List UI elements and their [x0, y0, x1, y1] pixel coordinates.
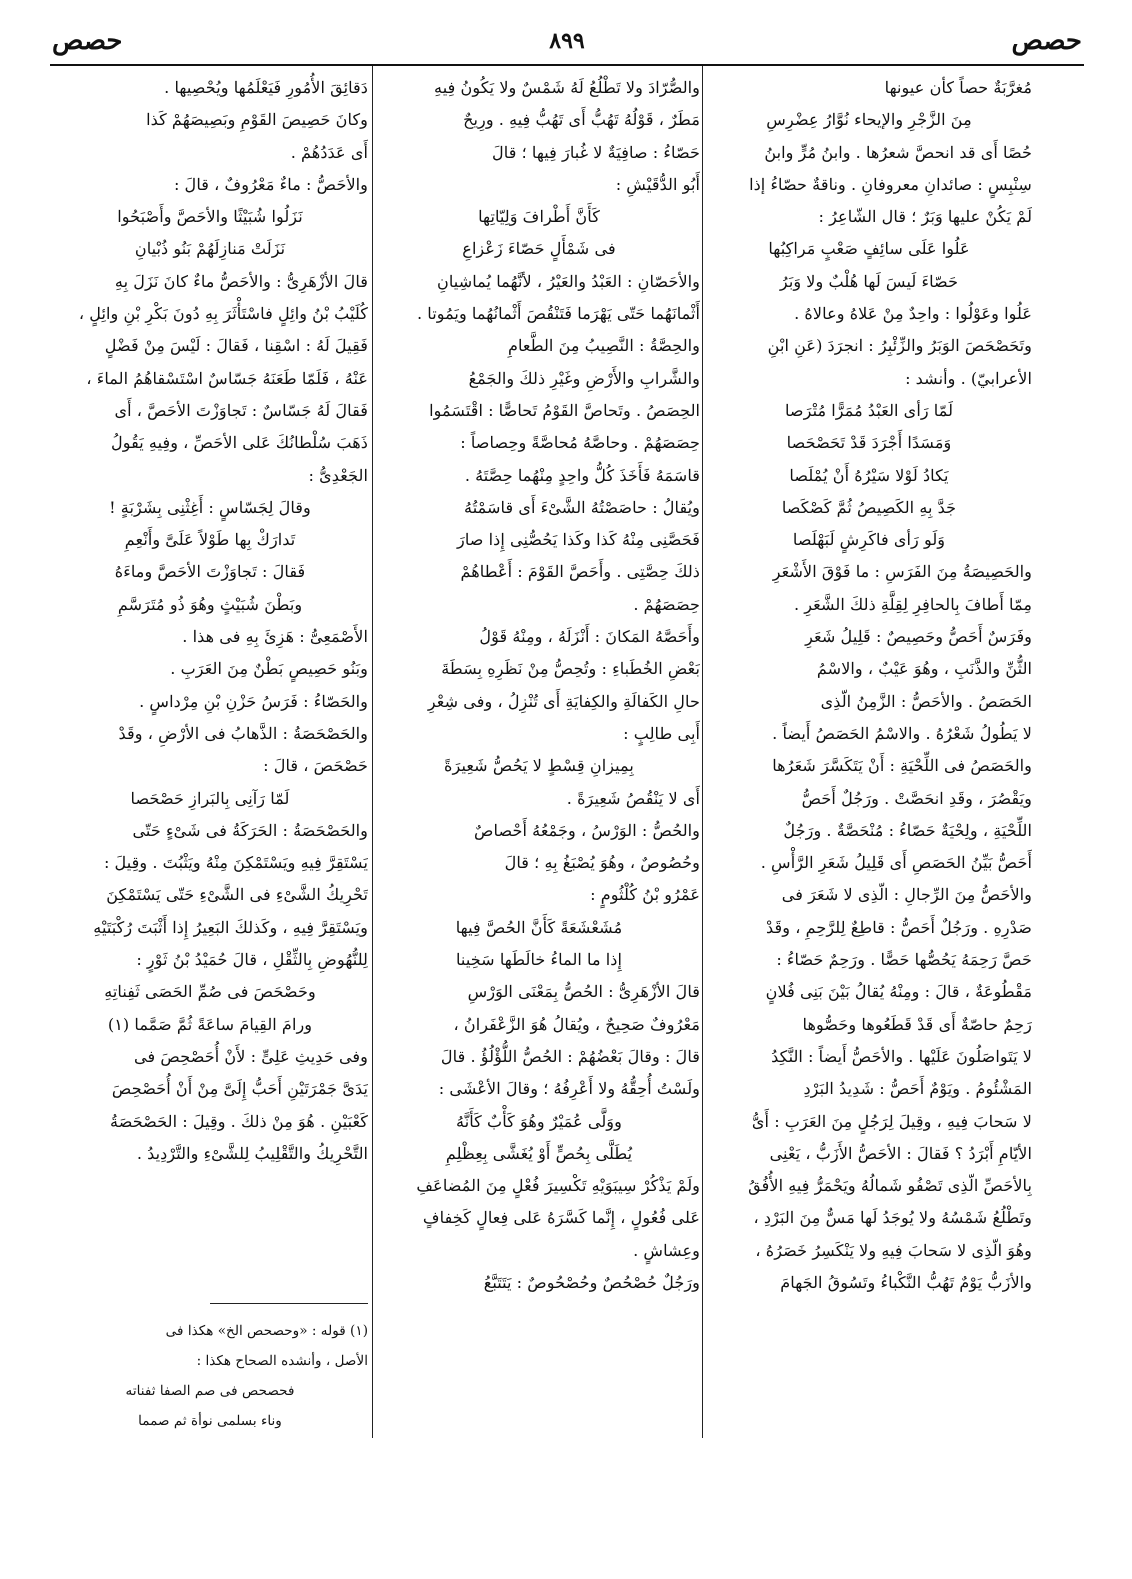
text-line: أَى عَدَدُهُمْ . [290, 142, 368, 162]
verse-line: وبَطْنَ شُبَيْثٍ وهُوَ ذُو مُتَرَسَّمِ [117, 594, 303, 614]
text-line: مَعْرُوفٌ صَحِيحٌ ، ويُقالُ هُوَ الزَّعْفَرانُ ، [453, 1014, 700, 1034]
text-line: كَعْبَيْنِ . هُوَ مِنْ ذلكَ . وقِيلَ : الحَصْحَصَةُ [110, 1111, 368, 1131]
verse-line: ووَلَّى عُمَيْرٌ وهُوَ كَأْبٌ كَأَنَّهُ [456, 1111, 622, 1131]
text-line: وفى حَدِيثِ عَلِىٍّ : لأَنْ أُحَصْحِصَ فى [134, 1046, 368, 1066]
text-line: وهُوَ الّذِى لا سَحابَ فِيهِ ولا يَنْكَسِرُ خَصَرُهُ ، [755, 1240, 1032, 1260]
text-line: والأزَبُّ يَوْمٌ تَهُبُّ النَّكْباءُ وتَسُوقُ الجَهامَ [780, 1272, 1032, 1292]
verse-line: لَمّا رَآنِى بِالبَرازِ حَصْحَصا [130, 788, 290, 808]
text-line: ولَمْ يَذْكُرْ سِيبَوَيْهِ تَكْسِيرَ فُعْلٍ مِنَ المُضاعَفِ [416, 1176, 700, 1196]
text-line: لا يَطُولُ شَعْرُهُ . والاسْمُ الحَصَصُ أَيضاً . [772, 723, 1032, 743]
text-line: والحَصّاءُ : فَرَسُ حَزْنِ بْنِ مِرْداسٍ . [139, 691, 368, 711]
text-line: لا سَحابَ فِيهِ ، وقِيلَ لِرَجُلٍ مِنَ العَرَبِ : أَىُّ [751, 1111, 1032, 1131]
footnote-verse: فحصحص فى صم الصفا ثفناته [125, 1383, 295, 1399]
text-line: الحَصَصُ . والأحَصُّ : الزَّمِنُ الّذِى [820, 691, 1032, 711]
verse-line: ورامَ القِيامَ ساعَةً ثُمَّ صَمَّما (١) [107, 1014, 313, 1034]
text-line: والحُصُّ : الوَرْسُ ، وجَمْعُهُ أَحْصاصٌ [473, 820, 700, 840]
verse-line: جَدَّ بِهِ الكَصِيصُ ثُمَّ كَصْكَصا [781, 497, 957, 517]
text-line: ذَهَبَ سُلْطانُكَ عَلى الأحَصِّ ، وفِيهِ يَقُولُ [110, 433, 368, 453]
column-right [706, 72, 1032, 1432]
text-line: والأحَصُّ مِنَ الرِّجالِ : الّذِى لا شَعَرَ فى [781, 885, 1032, 905]
text-line: فَقالَ لَهُ جَسّاسٌ : تَجاوَزْتَ الأحَصَّ ، أَى [114, 400, 368, 420]
verse-line: عَلُوا عَلَى سائِفٍ صَعْبٍ مَراكِبُها [768, 239, 970, 259]
text-line: وكانَ حَصِيصَ القَوْمِ وبَصِيصَهُمْ كَذا [146, 110, 368, 130]
text-line: ويُقالُ : حاصَصْتُهُ الشَّىْءَ أَى قاسَمْتُهُ [464, 497, 700, 517]
verse-line: يُطَلَّى بِحُصٍّ أَوْ يُغَشَّى بِعِظْلِمِ [445, 1143, 633, 1163]
text-line: قالَ الأزْهَرِىُّ : الحُصُّ بِمَعْنَى الوَرْسِ [467, 982, 700, 1002]
text-line: حِصَصَهُمْ . وحاصَّهُ مُحاصَّةً وحِصاصاً : [460, 433, 700, 453]
verse-line: فى شَمْأَلٍ حَصّاءَ زَعْزاعِ [462, 239, 616, 259]
verse-line: فَقالَ : تَجاوَزْتَ الأحَصَّ وماءَهُ [114, 562, 306, 582]
text-line: اللِّحْيَةِ ، ولِحْيَةٌ حَصّاءُ : مُنْحَصَّةٌ . ورَجُلٌ [783, 820, 1032, 840]
text-line: تَحْرِيكُ الشَّىْءِ فى الشَّىْءِ حَتّى يَسْتَمْكِنَ [106, 885, 368, 905]
text-line: عَمْرُو بْنُ كُلْثُومٍ : [590, 885, 700, 905]
text-line: يَسْتَقِرَّ فِيهِ ويَسْتَمْكِنَ مِنْهُ ويَثْبُتَ . وقِيلَ : [103, 853, 368, 873]
text-line: وأَحَصَّهُ المَكانَ : أَنْزَلَهُ ، ومِنْهُ قَوْلُ [479, 627, 700, 647]
text-line: والحِصَّةُ : النَّصِيبُ مِنَ الطَّعامِ [507, 336, 700, 356]
text-line: حُصًا أَى قد انحصَّ شعرُها . وابنُ مُرٍّ وابنُ [764, 142, 1032, 162]
text-line: قالَ الأزْهَرِىُّ : والأحَصُّ ماءٌ كانَ نَزَلَ بِهِ [114, 271, 368, 291]
running-headword-left: حصص [52, 26, 123, 56]
text-line: قالَ : وقالَ بَعْضُهُمْ : الحُصُّ اللُّؤْلُؤُ . قالَ [440, 1046, 700, 1066]
text-line: الثُّنِّ والذَّنَبِ ، وهُوَ عَيْبٌ ، والاسْمُ [816, 659, 1032, 679]
text-line: حَصّاءُ : صافِيَةٌ لا غُبارَ فِيها ؛ قالَ [492, 142, 700, 162]
text-line: مَقْطُوعَةٌ ، قالَ : ومِنْهُ يُقالُ بَيْنَ بَنِى فُلانٍ [765, 982, 1032, 1002]
text-line: كُلَيْبُ بْنُ وائِلٍ فاسْتَأْثَرَ بِهِ دُونَ بَكْرِ بْنِ وائِلٍ ، [78, 304, 368, 324]
text-line: عَلى فُعُولٍ ، إِنَّما كَسَّرَهُ عَلى فِعالٍ كَخِفافٍ [422, 1208, 700, 1228]
text-line: مُغرَّبَةٌ حصاً كأن عيونها [884, 78, 1032, 97]
text-line: وحُصُوصٌ ، وهُوَ يُصْبَغُ بِهِ ؛ قالَ [504, 853, 700, 873]
text-line: عَلُوا وعَوْلُوا : واحِدٌ مِنْ عَلاهُ وعالاهُ . [794, 304, 1032, 324]
column-divider-right [702, 66, 703, 1438]
text-line: لَمْ يَكُنْ عليها وَبَرٌ ؛ قال الشّاعِرُ : [818, 207, 1032, 227]
text-line: لِلنُّهُوضِ بِالثِّقْلِ ، قالَ حُمَيْدُ بْنُ ثَوْرٍ : [136, 950, 368, 970]
text-line: مِمّا أَطافَ بِالحافِرِ لِقِلَّةِ ذلكَ الشَّعَرِ . [793, 594, 1032, 614]
text-line: وعِشاشٍ . [633, 1240, 700, 1260]
text-line: أَحَصُّ بَيِّنُ الحَصَصِ أَى قَلِيلُ شَعَرِ الرَّأْسِ . [760, 853, 1032, 873]
verse-line: تَدارَكْ بِها طَوْلاً عَلَىَّ وأَنْعِمِ [124, 530, 296, 550]
text-line: لا يَتَواصَلُونَ عَلَيْها . والأحَصُّ أَيضاً : النَّكِدُ [771, 1046, 1032, 1066]
text-line: والأحَصُّ : ماءٌ مَعْرُوفٌ ، قالَ : [173, 174, 368, 194]
text-line: الحِصَصُ . وتَحاصَّ القَوْمُ تَحاصًّا : اقْتَسَمُوا [429, 400, 700, 420]
column-middle [378, 72, 700, 1440]
text-line: أَثْمانَهُما حَتّى يَهْرَما فَتَنْقُصَ أَثْمانُهُما ويَمُوتا . [416, 304, 700, 324]
text-line: قاسَمَهُ فَأَخَذَ كُلُّ واحِدٍ مِنْهُما حِصَّتَهُ . [464, 465, 700, 485]
footnote-rule [210, 1303, 368, 1304]
text-line: أَى لا يَنْقُصُ شَعِيرَةً . [566, 788, 700, 808]
text-line: فَقِيلَ لَهُ : اسْقِنا ، فَقالَ : لَيْسَ مِنْ فَضْلٍ [104, 336, 368, 356]
verse-line: وَمَسَدًا أَجْرَدَ قَدْ تَحَصْحَصا [786, 433, 952, 453]
text-line: ويَقْصُرَ ، وقَدِ انحَصَّتْ . ورَجُلٌ أَحَصُّ [801, 788, 1032, 808]
text-line: ذلكَ حِصَّتِى . وأَحَصَّ القَوْمَ : أَعْطاهُمْ [460, 562, 700, 582]
text-line: الأيّامِ أَبْرَدُ ؟ فَقالَ : الأحَصُّ الأَزَبُّ ، يَعْنِى [769, 1143, 1032, 1163]
text-line: حَصَّ رَحِمَهُ يَحُصُّها حَصًّا . ورَحِمٌ حَصّاءُ : [776, 950, 1032, 970]
text-line: حِصَصَهُمْ . [633, 594, 700, 614]
page-number: ٨٩٩ [549, 28, 585, 54]
text-line: والحَصَصُ فى اللِّحْيَةِ : أَنْ يَتَكَسَّرَ شَعَرُها [772, 756, 1032, 776]
text-line: وتَحَصْحَصَ الوَبَرُ والزِّئْبِرُ : انجرَدَ (عَنِ ابْنِ [767, 336, 1032, 356]
page-header [52, 26, 1082, 62]
verse-line: وَلَو رَأى فاكَرِشٍ لَبَهْلَصا [792, 530, 946, 550]
verse-line: وقالَ لِجَسّاسٍ : أَغِثْنِى بِشَرْبَةٍ ! [109, 497, 311, 517]
text-line: مَطَرٌ ، قَوْلُهُ تَهُبُّ أَى تَهُبُّ فِيهِ . ورِيحٌ [463, 110, 700, 130]
text-line: وفَرَسٌ أَحَصُّ وحَصِيصٌ : قَلِيلُ شَعَرِ [805, 627, 1032, 647]
text-line: ولَسْتُ أُحِقُّهُ ولا أَعْرِفُهُ ؛ وقالَ الأعْشَى : [438, 1079, 700, 1099]
text-line: حالِ الكَفالَةِ والكِفايَةِ أَى تُنْزِلُ ، وفى شِعْرِ [427, 691, 700, 711]
text-line: أَبِى طالِبٍ : [623, 723, 700, 743]
verse-line: لَمّا رَأى العَبْدُ مُمَرًّا مُتْرَصا [784, 400, 954, 420]
footnote-verse: وناء بسلمى نوأة ثم صمما [138, 1413, 282, 1429]
text-line: صَدْرِهِ . ورَجُلٌ أَحَصُّ : قاطِعٌ لِلرَّحِمِ ، وقَدْ [766, 917, 1032, 937]
text-line: ورَجُلٌ حُصْحُصٌ وحُصْحُوصٌ : يَتَتَبَّعُ [483, 1272, 700, 1292]
text-line: الأَصْمَعِىُّ : هَزِئَ بِهِ فى هذا . [182, 627, 368, 647]
text-line: حَصْحَصَ ، قالَ : [263, 756, 368, 776]
text-line: والحَصْحَصَةُ : الحَرَكَةُ فى شَىْءٍ حَتّى [132, 820, 368, 840]
text-line: التَّحْرِيكُ والتَّقْلِيبُ لِلشَّىْءِ والتَّرْدِيدُ . [136, 1143, 368, 1163]
header-rule [50, 64, 1084, 66]
footnote-line: (١) قوله : «وحصحص الخ» هكذا فى [165, 1323, 368, 1339]
text-line: يَدَىَّ جَمْرَتَيْنِ أَحَبُّ إِلَىَّ مِنْ أَنْ أُحَصْحِصَ [111, 1079, 368, 1099]
column-left [52, 72, 368, 1304]
verse-line: بِمِيزانِ قِسْطٍ لا يَحُصُّ شَعِيرَةً [444, 756, 634, 776]
text-line: والصُّرّادَ ولا تَطْلُعُ لَهُ شَمْسٌ ولا يَكُونُ فِيهِ [434, 78, 700, 97]
verse-line: نَزَلُوا شُبَيْثًا والأحَصَّ وأَصْبَحُوا [117, 207, 303, 227]
verse-line: مِنَ الزَّجْرِ والإيحاء نُوَّارُ عِضْرِسِ [766, 110, 972, 130]
text-line: الأعرابيّ) . وأنشد : [905, 368, 1032, 388]
footnote-line: الأصل ، وأنشده الصحاح هكذا : [196, 1353, 368, 1369]
text-line: الجَعْدِىُّ : [308, 465, 368, 485]
verse-line: نَزَلَتْ مَنازِلَهُمْ بَنُو ذُبْيانِ [134, 239, 286, 259]
text-line: والحَصِيصَةُ مِنَ الفَرَسِ : ما فَوْقَ الأَشْعَرِ [772, 562, 1032, 582]
text-line: أَبُو الدُّقَيْشِ : [615, 174, 700, 194]
verse-line: يَكادُ لَوْلا سَيْرُهُ أَنْ يُمْلَصا [789, 465, 949, 485]
text-line: وبَنُو حَصِيصٍ بَطْنٌ مِنَ العَرَبِ . [170, 659, 368, 679]
text-line: ويَسْتَقِرَّ فِيهِ ، وكَذلكَ البَعِيرُ إِذا أَثْبَتَ رُكْبَتَيْهِ [93, 917, 368, 937]
verse-line: إِذا ما الماءُ خالَطَها سَخِينا [456, 950, 622, 970]
text-line: بِالأحَصِّ الّذِى تَصْفُو شَمالُهُ ويَحْمَرُّ فِيهِ الأُفُقُ [748, 1176, 1032, 1196]
text-line: عَنْهُ ، فَلَمّا طَعَنَهُ جَسّاسٌ اسْتَسْقاهُمُ الماءَ ، [86, 368, 368, 388]
text-line: والشَّرابِ والأَرْضِ وغَيْرِ ذلكَ والجَمْعُ [468, 368, 700, 388]
column-divider-left [372, 66, 373, 1438]
verse-line: حَصّاءَ لَيسَ لَها هُلْبٌ ولا وَبَرُ [779, 271, 959, 291]
verse-line: مُشَعْشَعَةً كَأَنَّ الحُصَّ فِيها [455, 917, 623, 937]
text-line: سِنْبِسٍ : صائدانِ معروفانِ . وناقةٌ حصّاءُ إذا [749, 174, 1032, 194]
text-line: والأحَصّانِ : العَبْدُ والعَيْرُ ، لأنَّهُما يُماشِيانِ [436, 271, 700, 291]
verse-line: كَأَنَّ أَطْرافَ وَلِيّاتِها [478, 207, 600, 227]
text-line: وتَطْلُعُ شَمْسُهُ ولا يُوجَدُ لَها مَسٌّ مِنَ البَرْدِ ، [753, 1208, 1032, 1228]
text-line: رَحِمٌ حاصّةٌ أَى قَدْ قَطَعُوها وحَصُّوها [802, 1014, 1032, 1034]
text-line: المَشْئُومُ . ويَوْمٌ أَحَصُّ : شَدِيدُ البَرْدِ [803, 1079, 1032, 1099]
running-headword-right: حصص [1011, 26, 1082, 56]
verse-line: وحَصْحَصَ فى صُمِّ الحَصَى ثَفِناتِهِ [104, 982, 316, 1002]
text-line: بَعْضِ الخُطَباءِ : وتُحِصُّ مِنْ نَظَرِهِ بِسَطَةَ [441, 659, 700, 679]
text-line: والحَصْحَصَةُ : الذَّهابُ فى الأرْضِ ، وقَدْ [118, 723, 368, 743]
footnote [52, 1316, 368, 1436]
text-line: فَحَصَّنِى مِنْهُ كَذا وكَذا يَحُصُّنِى إِذا صارَ [457, 530, 700, 550]
text-line: دَقائِقَ الأُمُورِ فَيَعْلَمُها ويُحْصِيها . [164, 78, 368, 97]
